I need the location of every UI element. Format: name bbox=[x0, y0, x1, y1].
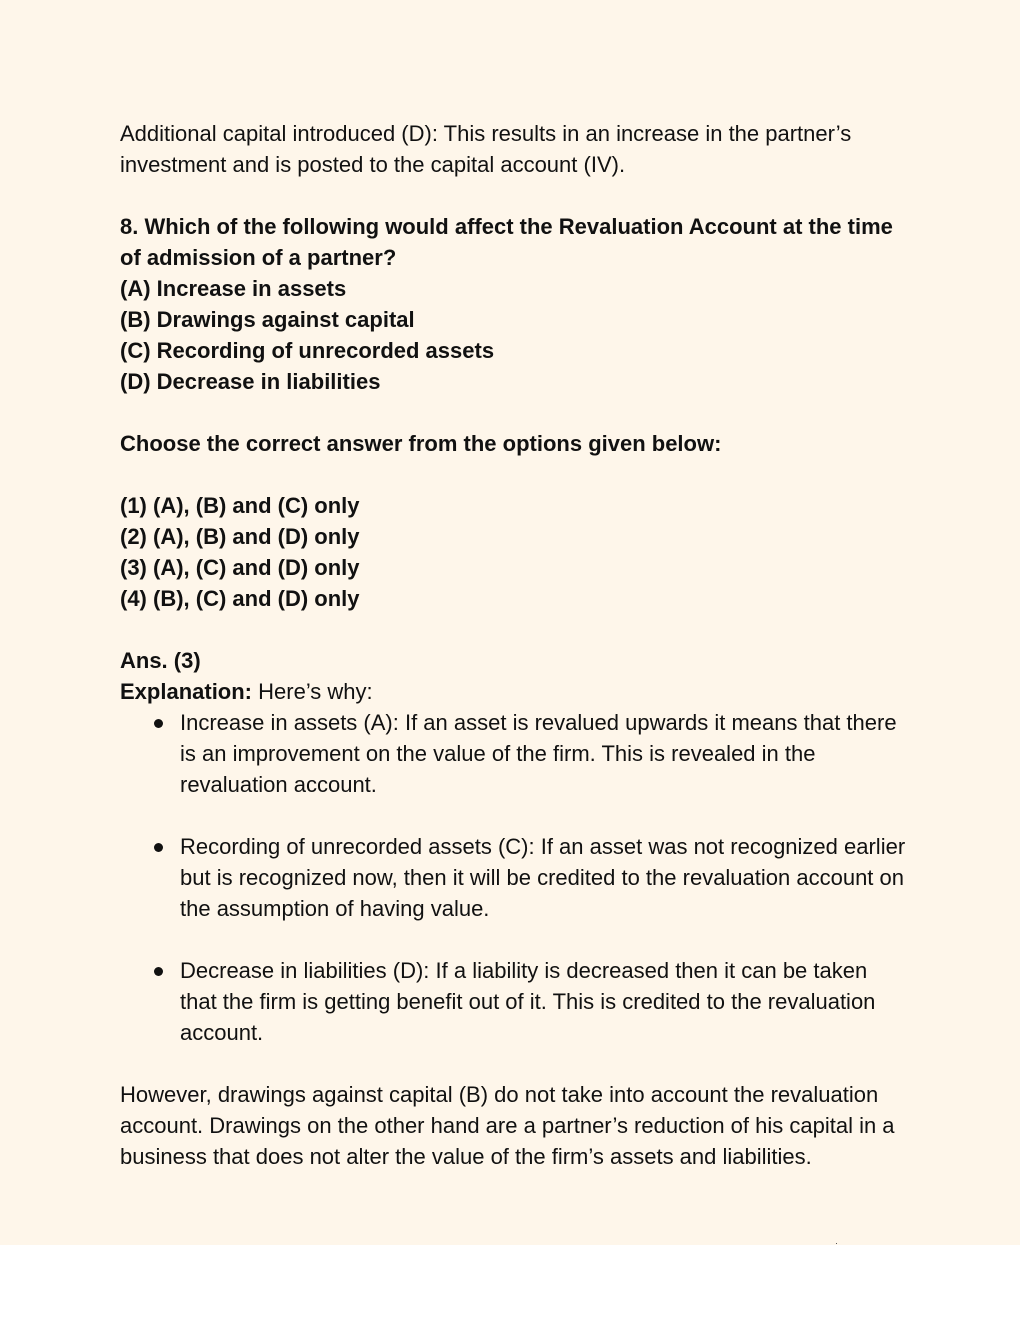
page-mark bbox=[836, 1243, 837, 1244]
list-item: Decrease in liabilities (D): If a liability is decreased then it can be taken that the firm is getting benefit out of it. This is credited to the revaluation account. bbox=[120, 955, 910, 1048]
answer-option: (4) (B), (C) and (D) only bbox=[120, 586, 360, 611]
intro-paragraph: Additional capital introduced (D): This results in an increase in the partner’s investment and is posted to the capital account (IV). bbox=[120, 121, 852, 177]
question-item: (C) Recording of unrecorded assets bbox=[120, 338, 495, 363]
explanation-list bbox=[120, 707, 910, 1048]
question-instruction: Choose the correct answer from the options given below: bbox=[120, 431, 722, 456]
explanation-intro: Here’s why: bbox=[252, 679, 373, 704]
explanation-heading bbox=[120, 676, 910, 707]
answer-option: (3) (A), (C) and (D) only bbox=[120, 555, 360, 580]
document-content bbox=[120, 118, 910, 1172]
conclusion-paragraph: However, drawings against capital (B) do not take into account the revaluation account. Drawings on the other hand are a partner’s reduction of his capital in a business that does not alter the value of the firm’s assets and liabilities. bbox=[120, 1082, 895, 1169]
question-text: 8. Which of the following would affect the Revaluation Account at the time of admission of a partner? bbox=[120, 214, 893, 270]
list-item: Recording of unrecorded assets (C): If an asset was not recognized earlier but is recognized now, then it will be credited to the revaluation account on the assumption of having value. bbox=[120, 831, 910, 924]
question-item: (D) Decrease in liabilities bbox=[120, 369, 381, 394]
question-item: (A) Increase in assets bbox=[120, 276, 347, 301]
answer-option: (1) (A), (B) and (C) only bbox=[120, 493, 360, 518]
explanation-label: Explanation: bbox=[120, 679, 253, 704]
answer-label: Ans. (3) bbox=[120, 648, 201, 673]
list-item: Increase in assets (A): If an asset is revalued upwards it means that there is an improvement on the value of the firm. This is revealed in the revaluation account. bbox=[120, 707, 910, 800]
answer-option: (2) (A), (B) and (D) only bbox=[120, 524, 360, 549]
question-item: (B) Drawings against capital bbox=[120, 307, 415, 332]
